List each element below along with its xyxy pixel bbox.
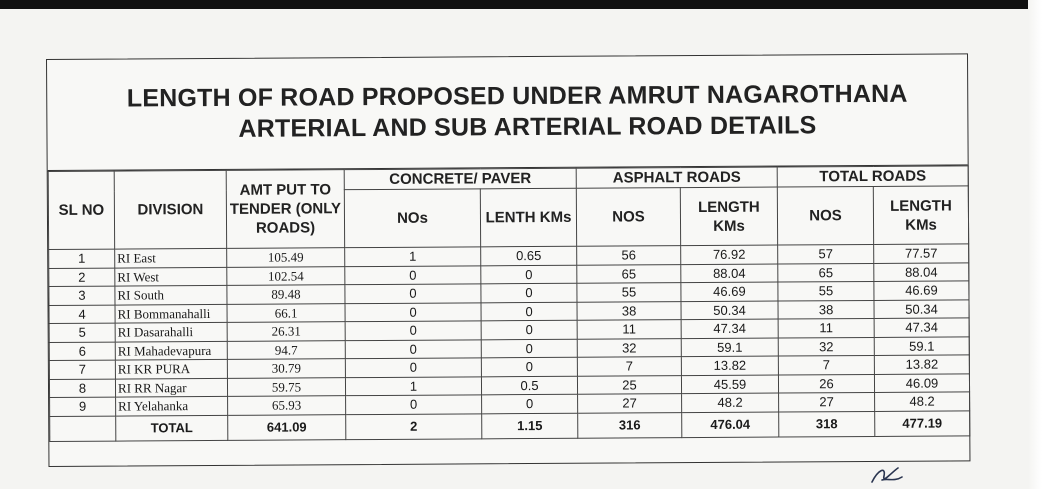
cell-concrete-length: 0 bbox=[481, 339, 577, 358]
header-asphalt-nos: NOS bbox=[576, 188, 680, 247]
cell-division: RI Bommanahalli bbox=[115, 304, 227, 323]
cell-total-nos: 55 bbox=[778, 281, 874, 300]
cell-asphalt-length: 88.04 bbox=[681, 264, 778, 283]
cell-total-length: 59.1 bbox=[874, 336, 969, 355]
cell-sl: 1 bbox=[49, 249, 115, 268]
cell-concrete-nos: 0 bbox=[345, 321, 481, 340]
paper-edge bbox=[1028, 0, 1042, 489]
cell-division: RI Mahadevapura bbox=[115, 341, 227, 360]
cell-total-nos: 27 bbox=[779, 392, 875, 411]
cell-sl: 7 bbox=[49, 360, 115, 379]
document-title bbox=[47, 54, 968, 171]
cell-concrete-nos: 0 bbox=[345, 339, 481, 358]
cell-asphalt-length: 48.2 bbox=[682, 393, 779, 412]
cell-asphalt-nos: 11 bbox=[577, 320, 681, 339]
cell-asphalt-length: 76.92 bbox=[681, 245, 778, 264]
cell-concrete-nos: 0 bbox=[345, 284, 481, 303]
road-details-table bbox=[48, 165, 971, 441]
cell-total-length: 77.57 bbox=[874, 244, 969, 263]
document-sheet bbox=[46, 53, 970, 467]
total-sl-blank bbox=[50, 416, 116, 441]
total-asphalt-nos: 316 bbox=[578, 412, 682, 438]
scan-top-border bbox=[0, 0, 1042, 9]
title-line-2: ARTERIAL AND SUB ARTERIAL ROAD DETAILS bbox=[238, 111, 817, 143]
cell-total-length: 50.34 bbox=[874, 299, 969, 318]
cell-amt: 65.93 bbox=[228, 396, 346, 415]
cell-asphalt-nos: 56 bbox=[577, 246, 681, 265]
header-concrete-length: LENTH KMs bbox=[480, 188, 576, 247]
total-row bbox=[50, 410, 970, 441]
cell-division: RI West bbox=[115, 267, 227, 286]
cell-asphalt-nos: 32 bbox=[577, 338, 681, 357]
cell-total-nos: 7 bbox=[778, 355, 874, 374]
header-amt-put-to-tender: AMT PUT TO TENDER (ONLY ROADS) bbox=[226, 170, 344, 249]
cell-amt: 102.54 bbox=[227, 266, 345, 285]
total-total-length: 477.19 bbox=[875, 410, 970, 436]
cell-asphalt-length: 13.82 bbox=[681, 356, 778, 375]
cell-asphalt-length: 47.34 bbox=[681, 319, 778, 338]
cell-concrete-nos: 0 bbox=[345, 265, 481, 284]
cell-asphalt-length: 59.1 bbox=[681, 338, 778, 357]
cell-amt: 30.79 bbox=[227, 359, 345, 378]
cell-asphalt-length: 46.69 bbox=[681, 282, 778, 301]
cell-amt: 59.75 bbox=[227, 377, 345, 396]
cell-amt: 105.49 bbox=[227, 248, 345, 267]
cell-total-nos: 57 bbox=[778, 244, 874, 263]
cell-division: RI East bbox=[115, 248, 227, 267]
cell-total-length: 46.69 bbox=[874, 281, 969, 300]
cell-concrete-nos: 0 bbox=[345, 358, 481, 377]
cell-division: RI RR Nagar bbox=[115, 378, 227, 397]
header-total-roads: TOTAL ROADS bbox=[777, 166, 968, 187]
cell-concrete-length: 0 bbox=[481, 320, 577, 339]
cell-sl: 6 bbox=[49, 342, 115, 361]
cell-asphalt-nos: 38 bbox=[577, 301, 681, 320]
cell-division: RI KR PURA bbox=[115, 359, 227, 378]
cell-total-length: 47.34 bbox=[874, 318, 969, 337]
cell-concrete-length: 0.5 bbox=[481, 376, 577, 395]
cell-concrete-nos: 0 bbox=[345, 302, 481, 321]
cell-sl: 3 bbox=[49, 286, 115, 305]
cell-total-nos: 38 bbox=[778, 300, 874, 319]
cell-total-length: 13.82 bbox=[874, 355, 969, 374]
cell-concrete-nos: 1 bbox=[345, 376, 481, 395]
cell-sl: 5 bbox=[49, 323, 115, 342]
cell-asphalt-length: 50.34 bbox=[681, 301, 778, 320]
title-line-1: LENGTH OF ROAD PROPOSED UNDER AMRUT NAGAROTHANA bbox=[126, 79, 908, 113]
cell-concrete-length: 0 bbox=[481, 357, 577, 376]
cell-amt: 66.1 bbox=[227, 303, 345, 322]
cell-asphalt-nos: 27 bbox=[578, 394, 682, 413]
header-total-nos: NOS bbox=[777, 186, 873, 245]
cell-concrete-length: 0 bbox=[482, 394, 578, 413]
cell-division: RI Dasarahalli bbox=[115, 322, 227, 341]
cell-amt: 94.7 bbox=[227, 340, 345, 359]
header-concrete-nos: NOs bbox=[344, 189, 480, 248]
cell-concrete-length: 0 bbox=[481, 302, 577, 321]
cell-total-nos: 11 bbox=[778, 318, 874, 337]
signature-mark bbox=[868, 462, 908, 489]
cell-asphalt-nos: 65 bbox=[577, 264, 681, 283]
cell-sl: 2 bbox=[49, 268, 115, 287]
cell-division: RI Yelahanka bbox=[116, 396, 228, 415]
cell-asphalt-nos: 55 bbox=[577, 283, 681, 302]
header-asphalt-length: LENGTH KMs bbox=[680, 187, 777, 246]
cell-asphalt-nos: 7 bbox=[577, 357, 681, 376]
cell-total-length: 48.2 bbox=[875, 392, 970, 411]
cell-total-nos: 32 bbox=[778, 337, 874, 356]
total-total-nos: 318 bbox=[779, 411, 875, 437]
cell-asphalt-length: 45.59 bbox=[681, 375, 778, 394]
cell-total-length: 88.04 bbox=[874, 262, 969, 281]
cell-asphalt-nos: 25 bbox=[577, 375, 681, 394]
header-total-length: LENGTH KMs bbox=[873, 186, 968, 245]
cell-concrete-length: 0 bbox=[481, 265, 577, 284]
total-asphalt-length: 476.04 bbox=[682, 412, 779, 438]
total-amt: 641.09 bbox=[228, 414, 346, 440]
cell-amt: 26.31 bbox=[227, 322, 345, 341]
cell-concrete-nos: 1 bbox=[345, 247, 481, 266]
cell-division: RI South bbox=[115, 285, 227, 304]
header-asphalt-roads: ASPHALT ROADS bbox=[576, 167, 777, 188]
total-concrete-nos: 2 bbox=[346, 413, 482, 439]
cell-amt: 89.48 bbox=[227, 285, 345, 304]
cell-sl: 9 bbox=[50, 397, 116, 416]
total-concrete-length: 1.15 bbox=[482, 413, 578, 439]
total-label: TOTAL bbox=[116, 415, 228, 441]
header-concrete-paver: CONCRETE/ PAVER bbox=[344, 168, 576, 189]
cell-concrete-length: 0 bbox=[481, 283, 577, 302]
cell-total-nos: 26 bbox=[778, 374, 874, 393]
cell-sl: 8 bbox=[49, 379, 115, 398]
header-sl-no: SL NO bbox=[48, 171, 114, 249]
cell-total-nos: 65 bbox=[778, 263, 874, 282]
cell-total-length: 46.09 bbox=[874, 373, 969, 392]
cell-sl: 4 bbox=[49, 305, 115, 324]
cell-concrete-nos: 0 bbox=[346, 395, 482, 414]
header-division: DIVISION bbox=[114, 170, 226, 249]
cell-concrete-length: 0.65 bbox=[481, 246, 577, 265]
